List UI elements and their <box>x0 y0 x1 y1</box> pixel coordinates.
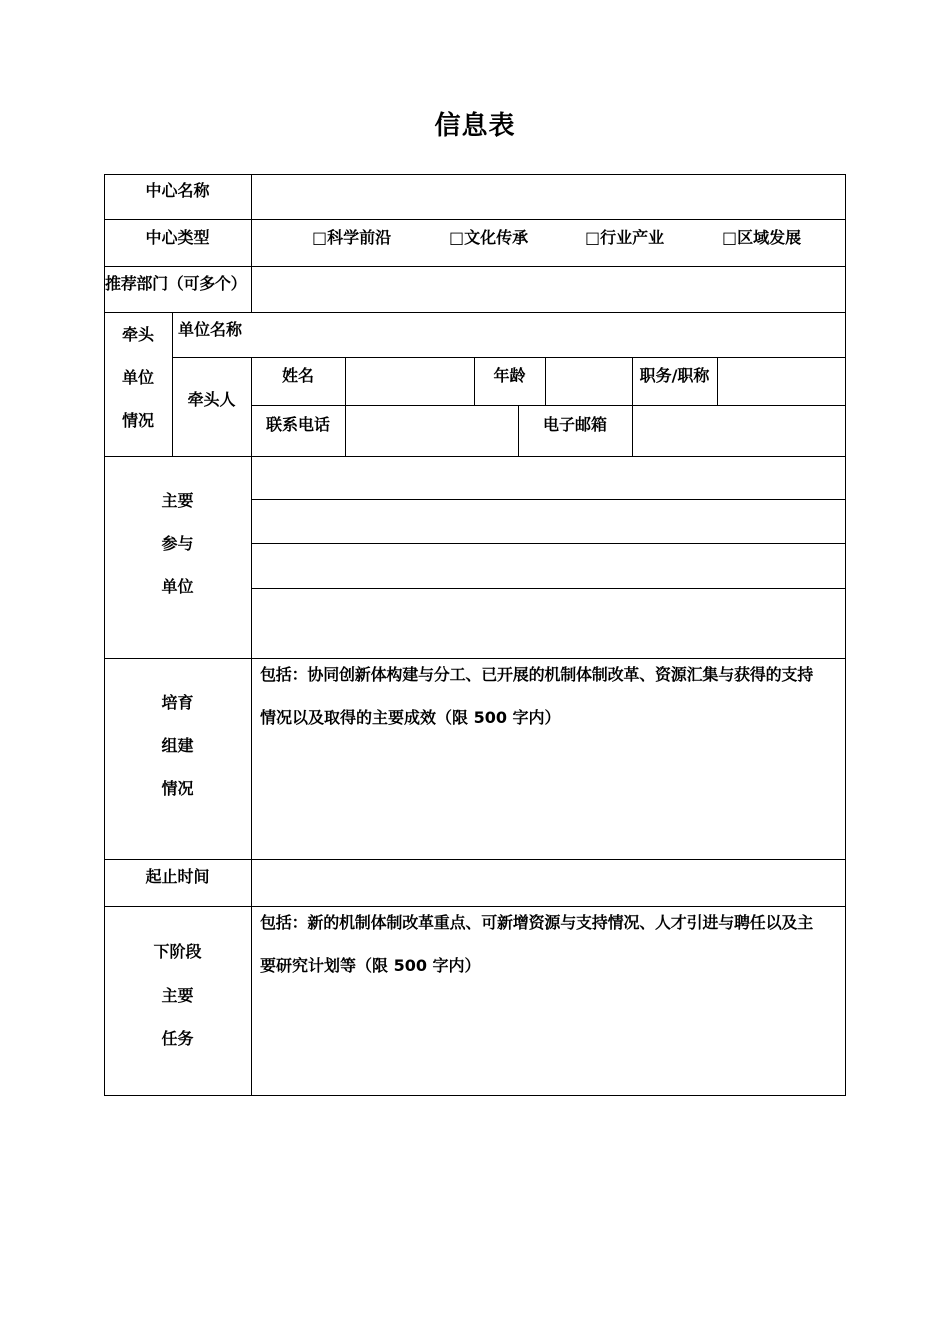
next-tasks-field[interactable] <box>252 907 845 1095</box>
center-type-option-frontier[interactable]: □科学前沿 <box>312 228 392 247</box>
next-tasks-label-1: 下阶段 <box>153 942 202 961</box>
participants-label-2: 参与 <box>161 534 194 553</box>
phone-field[interactable] <box>346 406 518 456</box>
lead-unit-group-label-3: 情况 <box>121 411 154 430</box>
name-field[interactable] <box>346 358 474 405</box>
participant-field-3[interactable] <box>252 544 845 588</box>
job-title-label: 职务/职称 <box>639 366 710 385</box>
email-field[interactable] <box>633 406 845 456</box>
center-type-option-industry[interactable]: □行业产业 <box>585 228 665 247</box>
participant-field-2[interactable] <box>252 500 845 543</box>
table-border-bottom <box>104 1095 846 1096</box>
center-type-option-culture[interactable]: □文化传承 <box>449 228 529 247</box>
period-field[interactable] <box>252 860 845 906</box>
row-divider <box>104 219 846 220</box>
center-name-field[interactable] <box>252 175 845 219</box>
name-label: 姓名 <box>281 366 314 385</box>
lead-unit-group-label-1: 牵头 <box>121 325 154 344</box>
center-type-option-region[interactable]: □区域发展 <box>722 228 802 247</box>
lead-unit-group-label-2: 单位 <box>121 368 154 387</box>
age-field[interactable] <box>546 358 632 405</box>
unit-name-field[interactable] <box>252 313 845 357</box>
recommend-dept-label: 推荐部门（可多个） <box>105 274 247 293</box>
participant-field-4[interactable] <box>252 589 845 658</box>
cultivation-field[interactable] <box>252 659 845 859</box>
cultivation-hint-line-1: 包括：协同创新体构建与分工、已开展的机制体制改革、资源汇集与获得的支持 <box>260 665 814 684</box>
table-border-right <box>845 174 846 1096</box>
unit-name-label: 单位名称 <box>178 320 243 339</box>
cultivation-label-1: 培育 <box>161 693 194 712</box>
participant-field-1[interactable] <box>252 457 845 499</box>
recommend-dept-field[interactable] <box>252 267 845 312</box>
cultivation-label-3: 情况 <box>161 779 194 798</box>
next-tasks-hint-line-1: 包括：新的机制体制改革重点、可新增资源与支持情况、人才引进与聘任以及主 <box>260 913 814 932</box>
period-label: 起止时间 <box>145 867 210 886</box>
leader-label: 牵头人 <box>187 390 236 409</box>
page-title: 信息表 <box>434 111 516 141</box>
cultivation-label-2: 组建 <box>161 736 194 755</box>
cultivation-hint-line-2: 情况以及取得的主要成效（限 500 字内） <box>260 708 561 727</box>
next-tasks-label-3: 任务 <box>161 1029 194 1048</box>
col-divider <box>172 312 173 456</box>
email-label: 电子邮箱 <box>542 415 607 434</box>
phone-label: 联系电话 <box>265 415 330 434</box>
participants-label-1: 主要 <box>161 491 194 510</box>
participants-label-3: 单位 <box>161 577 194 596</box>
next-tasks-label-2: 主要 <box>161 986 194 1005</box>
center-type-label: 中心类型 <box>145 228 210 247</box>
age-label: 年龄 <box>493 366 526 385</box>
next-tasks-hint-line-2: 要研究计划等（限 500 字内） <box>260 956 481 975</box>
center-name-label: 中心名称 <box>145 181 210 200</box>
job-title-field[interactable] <box>718 358 845 405</box>
